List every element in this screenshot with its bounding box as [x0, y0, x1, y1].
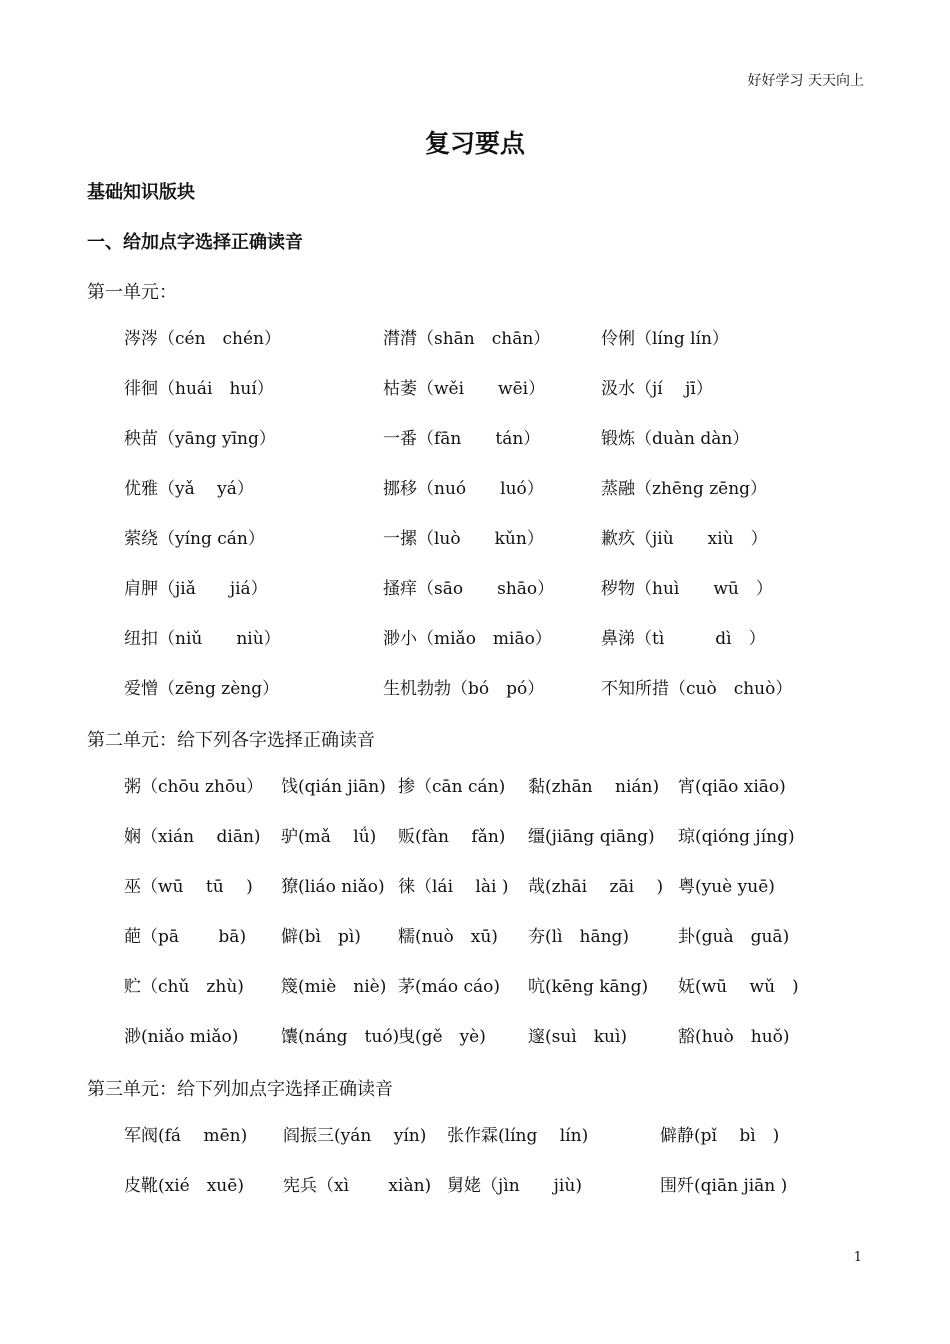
list-row — [0, 772, 950, 802]
list-item: 优雅（yǎ yá） — [124, 479, 254, 499]
page-number: 1 — [853, 1250, 862, 1265]
list-item: 夯(lì hāng) — [528, 927, 630, 947]
list-item: 缰(jiāng qiāng) — [528, 827, 655, 847]
page-header: 好好学习 天天向上 — [747, 73, 864, 89]
list-row — [0, 624, 950, 654]
list-item: 驴(mǎ lǘ) — [281, 827, 377, 847]
list-item: 伶俐（líng lín） — [601, 329, 729, 349]
list-row — [0, 972, 950, 1002]
list-item: 爱憎（zēng zèng） — [124, 679, 280, 699]
list-item: 纽扣（niǔ niù） — [124, 629, 281, 649]
list-item: 篾(miè niè) — [281, 977, 387, 997]
list-item: 粥（chōu zhōu） — [124, 777, 264, 797]
list-item: 豁(huò huǒ) — [678, 1027, 790, 1047]
list-item: 糯(nuò xū) — [398, 927, 498, 947]
list-item: 秧苗（yāng yīng） — [124, 429, 276, 449]
list-item: 曳(gě yè) — [398, 1027, 486, 1047]
page-title: 复习要点 — [424, 129, 525, 158]
list-item: 锻炼（duàn dàn） — [601, 429, 750, 449]
list-row — [0, 872, 950, 902]
section-heading-basics: 基础知识版块 — [87, 182, 195, 203]
list-item: 僻(bì pì) — [281, 927, 361, 947]
list-item: 茅(máo cáo) — [398, 977, 501, 997]
list-item: 掺（cān cán) — [398, 777, 506, 797]
list-item: 歉疚（jiù xiù ） — [601, 529, 768, 549]
list-item: 妩(wū wǔ ) — [678, 977, 799, 997]
list-row — [0, 674, 950, 704]
list-item: 巫（wū tū ) — [124, 877, 253, 897]
section-heading-pronunciation: 一、给加点字选择正确读音 — [87, 232, 303, 253]
list-item: 葩（pā bā) — [124, 927, 247, 947]
list-item: 围歼(qiān jiān ) — [660, 1176, 788, 1196]
list-item: 肩胛（jiǎ jiá） — [124, 579, 268, 599]
list-item: 汲水（jí jī） — [601, 379, 713, 399]
list-row — [0, 574, 950, 604]
list-item: 黏(zhān nián) — [528, 777, 660, 797]
list-item: 一番（fān tán） — [383, 429, 541, 449]
list-item: 邃(suì kuì) — [528, 1027, 628, 1047]
list-item: 吭(kēng kāng) — [528, 977, 649, 997]
list-item: 挪移（nuó luó） — [383, 479, 544, 499]
list-item: 鼻涕（tì dì ） — [601, 629, 766, 649]
list-item: 馕(náng tuó) — [281, 1027, 400, 1047]
list-item: 秽物（huì wū ） — [601, 579, 773, 599]
list-item: 枯萎（wěi wēi） — [383, 379, 546, 399]
list-item: 贩(fàn fǎn) — [398, 827, 506, 847]
list-row — [0, 374, 950, 404]
list-row — [0, 424, 950, 454]
list-item: 阎振三(yán yín) — [283, 1126, 427, 1146]
list-item: 徕（lái lài ) — [398, 877, 509, 897]
list-row — [0, 822, 950, 852]
list-item: 张作霖(líng lín) — [447, 1126, 589, 1146]
list-item: 哉(zhāi zāi ) — [528, 877, 664, 897]
list-row — [0, 1121, 950, 1151]
list-item: 琼(qióng jíng) — [678, 827, 795, 847]
list-row — [0, 474, 950, 504]
list-item: 宵(qiāo xiāo) — [678, 777, 786, 797]
unit1-label: 第一单元： — [87, 282, 177, 303]
list-item: 生机勃勃（bó pó） — [383, 679, 545, 699]
list-item: 搔痒（sāo shāo） — [383, 579, 555, 599]
list-item: 舅姥（jìn jiù) — [447, 1176, 582, 1196]
list-item: 萦绕（yíng cán） — [124, 529, 265, 549]
list-item: 宪兵（xì xiàn) — [283, 1176, 432, 1196]
list-row — [0, 524, 950, 554]
list-item: 不知所措（cuò chuò） — [601, 679, 793, 699]
list-item: 獠(liáo niǎo) — [281, 877, 385, 897]
list-row — [0, 922, 950, 952]
list-item: 一摞（luò kǔn） — [383, 529, 544, 549]
list-item: 贮（chǔ zhù) — [124, 977, 244, 997]
list-item: 粤(yuè yuē) — [678, 877, 775, 897]
list-item: 娴（xián diān) — [124, 827, 261, 847]
list-item: 徘徊（huái huí） — [124, 379, 274, 399]
list-item: 涔涔（cén chén） — [124, 329, 282, 349]
list-row — [0, 1171, 950, 1201]
list-item: 皮靴(xié xuē) — [124, 1176, 244, 1196]
list-row — [0, 1022, 950, 1052]
unit2-label: 第二单元：给下列各字选择正确读音 — [87, 730, 375, 751]
list-row — [0, 324, 950, 354]
unit3-label: 第三单元：给下列加点字选择正确读音 — [87, 1079, 393, 1100]
list-item: 卦(guà guā) — [678, 927, 790, 947]
list-item: 饯(qián jiān) — [281, 777, 386, 797]
list-item: 渺小（miǎo miāo） — [383, 629, 552, 649]
list-item: 潸潸（shān chān） — [383, 329, 551, 349]
list-item: 渺(niǎo miǎo) — [124, 1027, 239, 1047]
list-item: 僻静(pǐ bì ) — [660, 1126, 780, 1146]
list-item: 军阀(fá mēn) — [124, 1126, 248, 1146]
list-item: 蒸融（zhēng zēng） — [601, 479, 768, 499]
